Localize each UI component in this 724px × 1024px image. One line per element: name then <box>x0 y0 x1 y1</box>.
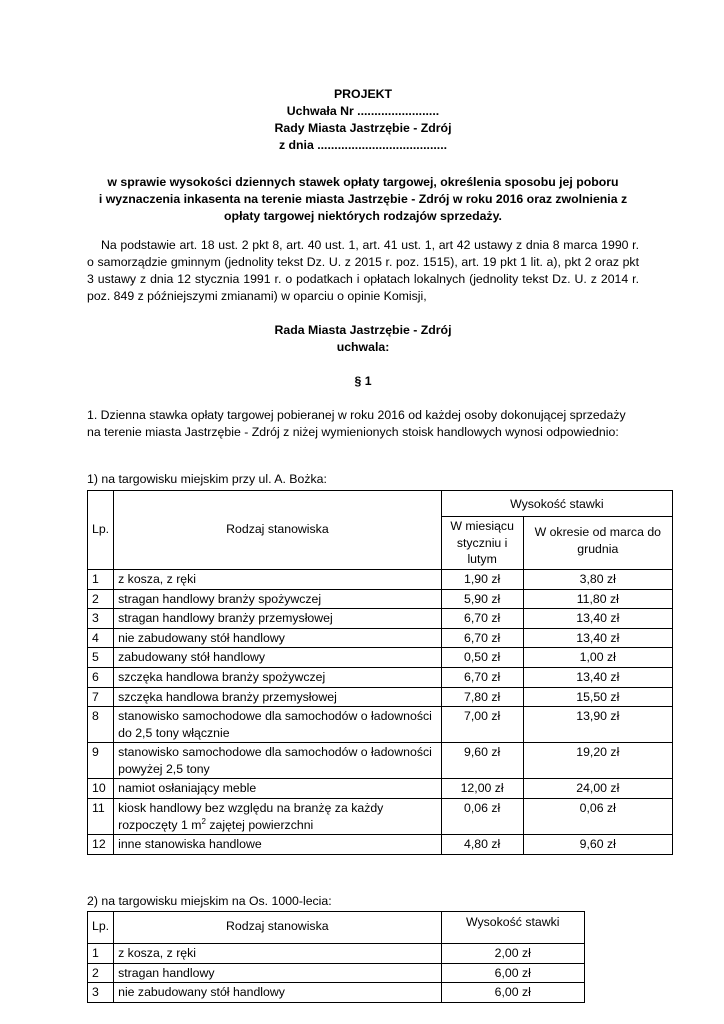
row-rate-mar: 9,60 zł <box>523 835 672 855</box>
section-1-label: 1) na targowisku miejskim przy ul. A. Bożka: <box>87 471 327 486</box>
section-2-label: 2) na targowisku miejskim na Os. 1000-lecia: <box>87 893 332 908</box>
resolution-date: z dnia ...................................... <box>278 137 448 152</box>
document-header <box>87 86 639 154</box>
table-row <box>88 944 585 964</box>
row-lp: 9 <box>88 743 114 779</box>
row-stand-type: szczęka handlowa branży przemysłowej <box>114 687 442 707</box>
row-stand-type: nie zabudowany stół handlowy <box>114 628 442 648</box>
row-rate-mar: 24,00 zł <box>523 779 672 799</box>
row-lp: 8 <box>88 707 114 743</box>
projekt-label: PROJEKT <box>333 87 393 101</box>
row-lp: 4 <box>88 628 114 648</box>
row-stand-type: inne stanowiska handlowe <box>114 835 442 855</box>
row-rate-mar: 19,20 zł <box>523 743 672 779</box>
document-page <box>87 86 661 1003</box>
council-name: Rady Miasta Jastrzębie - Zdrój <box>274 120 452 135</box>
title-line-3: opłaty targowej niektórych rodzajów sprzedaży. <box>224 208 502 223</box>
title-line-2: i wyznaczenia inkasenta na terenie miasta Jastrzębie - Zdrój w roku 2016 oraz zwolnienia z <box>98 191 628 206</box>
row-stand-type: namiot osłaniający meble <box>114 779 442 799</box>
row-stand-type: stanowisko samochodowe dla samochodów o ładowności powyżej 2,5 tony <box>114 743 442 779</box>
row-lp: 12 <box>88 835 114 855</box>
row-lp: 6 <box>88 667 114 687</box>
point-1-text: 1. Dzienna stawka opłaty targowej pobieranej w roku 2016 od każdej osoby dokonującej sprzedaży na terenie miasta Jastrzębie - Zdrój z niżej wymienionych stoisk handlowych wynosi odpowiednio: <box>87 407 626 439</box>
row-lp: 1 <box>88 569 114 589</box>
row-stand-type: z kosza, z ręki <box>114 569 442 589</box>
row-rate-mar: 11,80 zł <box>523 589 672 609</box>
table-row <box>88 983 585 1003</box>
row-stand-type: stragan handlowy <box>114 963 441 983</box>
row-rate-mar: 0,06 zł <box>523 799 672 835</box>
table-row <box>88 743 673 779</box>
row-stand-type: szczęka handlowa branży spożywczej <box>114 667 442 687</box>
row-rate-jan: 4,80 zł <box>441 835 523 855</box>
table-row <box>88 648 673 668</box>
row-lp: 10 <box>88 779 114 799</box>
row-lp: 3 <box>88 983 114 1003</box>
row-lp: 2 <box>88 589 114 609</box>
header-jan-feb: W miesiącu styczniu i lutym <box>441 517 523 570</box>
row-lp: 5 <box>88 648 114 668</box>
table-header-row <box>88 490 673 517</box>
title-line-1: w sprawie wysokości dziennych stawek opłaty targowej, określenia sposobu jej poboru <box>107 174 619 189</box>
table-row <box>88 569 673 589</box>
preamble: Na podstawie art. 18 ust. 2 pkt 8, art. 40 ust. 1, art. 41 ust. 1, art 42 ustawy z dnia 8 marca 1990 r. o samorządzie gminnym (jednolity tekst Dz. U. z 2015 r. poz. 1515), art. 19 pkt 1 lit. a), pkt 2 oraz pkt 3 ustawy z dnia 12 stycznia 1991 r. o podatkach i opłatach lokalnych (jednolity tekst Dz. U. z 2014 r. poz. 849 z późniejszymi zmianami) w oparciu o opinie Komisji, <box>87 237 639 303</box>
header-rate: Wysokość stawki <box>441 490 672 517</box>
table-row <box>88 667 673 687</box>
row-stand-type: z kosza, z ręki <box>114 944 441 964</box>
row-rate-jan: 9,60 zł <box>441 743 523 779</box>
row-rate-jan: 5,90 zł <box>441 589 523 609</box>
row-stand-type: stanowisko samochodowe dla samochodów o ładowności do 2,5 tony włącznie <box>114 707 442 743</box>
table-row <box>88 609 673 629</box>
row-rate: 6,00 zł <box>441 963 585 983</box>
table-row <box>88 687 673 707</box>
table-row <box>88 628 673 648</box>
row-stand-type-text-cont: zajętej powierzchni <box>205 817 314 832</box>
table-row <box>88 707 673 743</box>
row-rate-jan: 0,06 zł <box>441 799 523 835</box>
table-header-row <box>88 912 585 944</box>
table-row <box>88 963 585 983</box>
row-rate-mar: 1,00 zł <box>523 648 672 668</box>
row-rate: 6,00 zł <box>441 983 585 1003</box>
header-mar-dec: W okresie od marca do grudnia <box>523 517 672 570</box>
council-decision <box>87 322 639 356</box>
row-stand-type: zabudowany stół handlowy <box>114 648 442 668</box>
header-stand-type: Rodzaj stanowiska <box>114 912 441 944</box>
row-stand-type: stragan handlowy branży przemysłowej <box>114 609 442 629</box>
table-row <box>88 799 673 835</box>
row-stand-type-text: kiosk handlowy bez względu na branżę za każdy rozpoczęty 1 m <box>118 801 384 832</box>
row-lp: 11 <box>88 799 114 835</box>
table-row <box>88 835 673 855</box>
rates-table-bozka <box>87 490 673 855</box>
row-rate-mar: 3,80 zł <box>523 569 672 589</box>
row-rate-jan: 6,70 zł <box>441 667 523 687</box>
row-rate-mar: 13,40 zł <box>523 628 672 648</box>
row-rate-mar: 13,90 zł <box>523 707 672 743</box>
superscript-2: 2 <box>201 816 206 826</box>
row-rate-jan: 7,00 zł <box>441 707 523 743</box>
row-rate-mar: 15,50 zł <box>523 687 672 707</box>
row-lp: 2 <box>88 963 114 983</box>
row-lp: 7 <box>88 687 114 707</box>
row-lp: 1 <box>88 944 114 964</box>
row-rate-jan: 1,90 zł <box>441 569 523 589</box>
row-rate-jan: 6,70 zł <box>441 628 523 648</box>
header-lp: Lp. <box>88 912 114 944</box>
row-rate-jan: 7,80 zł <box>441 687 523 707</box>
paragraph-mark: § 1 <box>354 374 372 389</box>
council-decision-line-1: Rada Miasta Jastrzębie - Zdrój <box>274 322 452 337</box>
rates-table-1000-lecia <box>87 911 585 1002</box>
header-stand-type: Rodzaj stanowiska <box>114 490 442 569</box>
row-rate-mar: 13,40 zł <box>523 609 672 629</box>
table-row <box>88 779 673 799</box>
resolution-title <box>87 174 639 225</box>
row-lp: 3 <box>88 609 114 629</box>
row-rate-mar: 13,40 zł <box>523 667 672 687</box>
row-stand-type: stragan handlowy branży spożywczej <box>114 589 442 609</box>
row-stand-type <box>114 799 442 835</box>
table-row <box>88 589 673 609</box>
header-lp: Lp. <box>88 490 114 569</box>
row-rate: 2,00 zł <box>441 944 585 964</box>
resolution-number: Uchwała Nr ........................ <box>286 103 440 118</box>
council-decision-line-2: uchwala: <box>336 339 390 354</box>
row-rate-jan: 12,00 zł <box>441 779 523 799</box>
row-rate-jan: 0,50 zł <box>441 648 523 668</box>
row-rate-jan: 6,70 zł <box>441 609 523 629</box>
header-rate: Wysokość stawki <box>441 912 585 944</box>
row-stand-type: nie zabudowany stół handlowy <box>114 983 441 1003</box>
